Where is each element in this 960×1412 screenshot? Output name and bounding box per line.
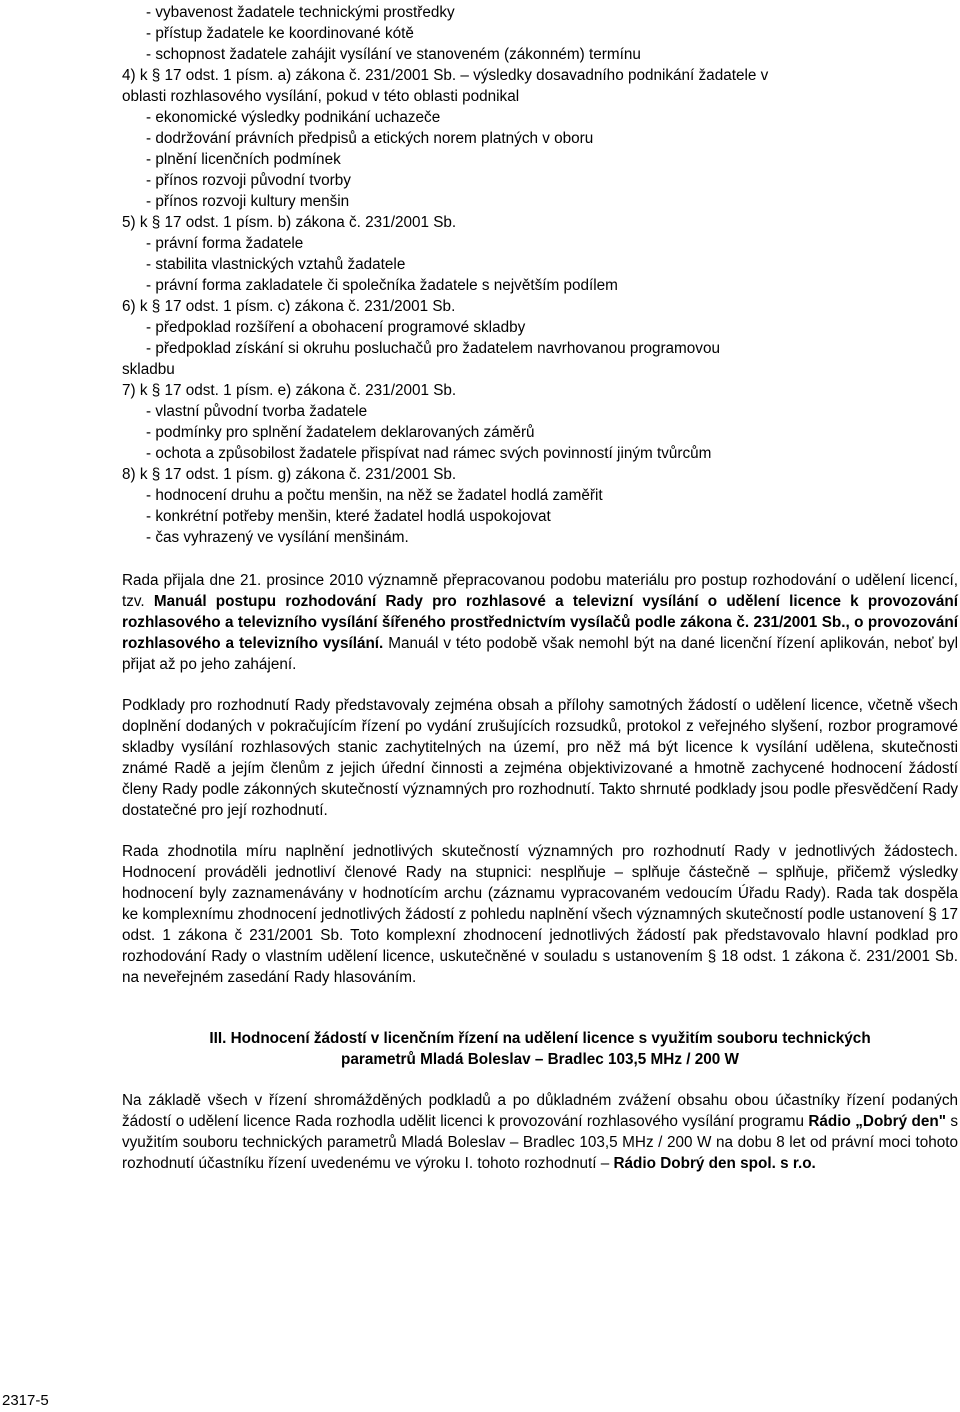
criteria-list (122, 2, 958, 548)
list-item: - plnění licenčních podmínek (146, 151, 341, 168)
list-item: - hodnocení druhu a počtu menšin, na něž se žadatel hodlá zaměřit (146, 487, 603, 504)
list-item: - přínos rozvoji původní tvorby (146, 172, 351, 189)
section-heading-line1: III. Hodnocení žádostí v licenčním řízení na udělení licence s využitím souboru technických (209, 1030, 871, 1047)
list-item-cont: skladbu (122, 361, 175, 378)
list-item: - ochota a způsobilost žadatele přispívat nad rámec svých povinností jiným tvůrcům (146, 445, 712, 462)
section-heading-line2: parametrů Mladá Boleslav – Bradlec 103,5 MHz / 200 W (341, 1051, 739, 1068)
paragraph-hodnoceni: Rada zhodnotila míru naplnění jednotlivých skutečností významných pro rozhodnutí Rady v jednotlivých žádostech. Hodnocení prováděli jednotliví členové Rady na stupnici: nesplňuje – splňuje částečně – splňuje, přičemž výsledky hodnocení byly zaznamenávány v hodnotícím archu (záznamu vypracovaném vedoucím Úřadu Rady). Rada tak dospěla ke komplexnímu zhodnocení jednotlivých žádostí z pohledu naplnění všech významných skutečností podle ustanovení § 17 odst. 1 zákona č 231/2001 Sb. Toto komplexní zhodnocení jednotlivých žádostí pak představovalo hlavní podklad pro rozhodování Rady o vlastním udělení licence, uskutečněné v souladu s ustanovením § 18 odst. 1 zákona č. 231/2001 Sb. na neveřejném zasedání Rady hlasováním. (122, 843, 958, 986)
section-ref-7: 7) k § 17 odst. 1 písm. e) zákona č. 231/2001 Sb. (122, 382, 457, 399)
list-item: - konkrétní potřeby menšin, které žadatel hodlá uspokojovat (146, 508, 551, 525)
list-item: - vlastní původní tvorba žadatele (146, 403, 368, 420)
list-item: - předpoklad rozšíření a obohacení programové skladby (146, 319, 526, 336)
list-item: - podmínky pro splnění žadatelem deklarovaných záměrů (146, 424, 535, 441)
list-item: - přístup žadatele ke koordinované kótě (146, 25, 414, 42)
list-item: - právní forma žadatele (146, 235, 304, 252)
section-ref-4: 4) k § 17 odst. 1 písm. a) zákona č. 231/2001 Sb. – výsledky dosavadního podnikání žadatele v (122, 67, 769, 84)
section-ref-4-cont: oblasti rozhlasového vysílání, pokud v této oblasti podnikal (122, 88, 520, 105)
program-name: Rádio „Dobrý den" (808, 1113, 946, 1130)
licensee-name: Rádio Dobrý den spol. s r.o. (613, 1155, 816, 1172)
page-number: 2317-5 (2, 1392, 49, 1409)
paragraph-manual: Rada přijala dne 21. prosince 2010 významně přepracovanou podobu materiálu pro postup rozhodování o udělení licencí, tzv. Manuál postupu rozhodování Rady pro rozhlasové a televizní vysílání o udělení licence k provozování rozhlasového a televizního vysílání šířeného prostřednictvím vysílačů podle zákona č. 231/2001 Sb., o provozování rozhlasového a televizního vysílání. Manuál v této podobě však nemohl být na dané licenční řízení aplikován, neboť byl přijat až po jeho zahájení. (122, 572, 958, 673)
section-ref-6: 6) k § 17 odst. 1 písm. c) zákona č. 231/2001 Sb. (122, 298, 456, 315)
list-item: - právní forma zakladatele či společníka žadatele s největším podílem (146, 277, 618, 294)
paragraph-podklady: Podklady pro rozhodnutí Rady představovaly zejména obsah a přílohy samotných žádostí o udělení licence, včetně všech doplnění dodaných v pokračujícím řízení po vydání zrušujících rozsudků, protokol z veřejného slyšení, rozbor programové skladby vysílání rozhlasových stanic zachytitelných na území, pro něž má být licence k vysílání udělena, skutečnosti známé Radě a jejím členům z jejich úřední činnosti a zejména objektivizované a hmotně zachycené hodnocení žádostí členy Rady podle zákonných skutečností významných pro rozhodnutí. Takto shrnuté podklady jsou podle přesvědčení Rady dostatečné pro její rozhodnutí. (122, 697, 958, 819)
section-ref-8: 8) k § 17 odst. 1 písm. g) zákona č. 231/2001 Sb. (122, 466, 457, 483)
section-heading (122, 1028, 958, 1070)
list-item: - schopnost žadatele zahájit vysílání ve stanoveném (zákonném) termínu (146, 46, 641, 63)
list-item: - předpoklad získání si okruhu posluchačů pro žadatelem navrhovanou programovou (146, 340, 720, 357)
list-item: - dodržování právních předpisů a etických norem platných v oboru (146, 130, 594, 147)
manual-title: Manuál postupu rozhodování Rady pro rozhlasové a televizní vysílání o udělení licence k provozování rozhlasového a televizního vysílání šířeného prostřednictvím vysílačů podle zákona č. 231/2001 Sb., o provozování rozhlasového a televizního vysílání. (122, 593, 958, 652)
section-ref-5: 5) k § 17 odst. 1 písm. b) zákona č. 231/2001 Sb. (122, 214, 457, 231)
paragraph-decision: Na základě všech v řízení shromážděných podkladů a po důkladném zvážení obsahu obou účastníky řízení podaných žádostí o udělení licence Rada rozhodla udělit licenci k provozování rozhlasového vysílání programu Rádio „Dobrý den" s využitím souboru technických parametrů Mladá Boleslav – Bradlec 103,5 MHz / 200 W na dobu 8 let od právní moci tohoto rozhodnutí účastníku řízení uvedenému ve výroku I. tohoto rozhodnutí – Rádio Dobrý den spol. s r.o. (122, 1092, 958, 1172)
list-item: - vybavenost žadatele technickými prostředky (146, 4, 455, 21)
list-item: - ekonomické výsledky podnikání uchazeče (146, 109, 441, 126)
list-item: - stabilita vlastnických vztahů žadatele (146, 256, 406, 273)
list-item: - přínos rozvoji kultury menšin (146, 193, 350, 210)
list-item: - čas vyhrazený ve vysílání menšinám. (146, 529, 409, 546)
document-page (122, 2, 958, 1174)
